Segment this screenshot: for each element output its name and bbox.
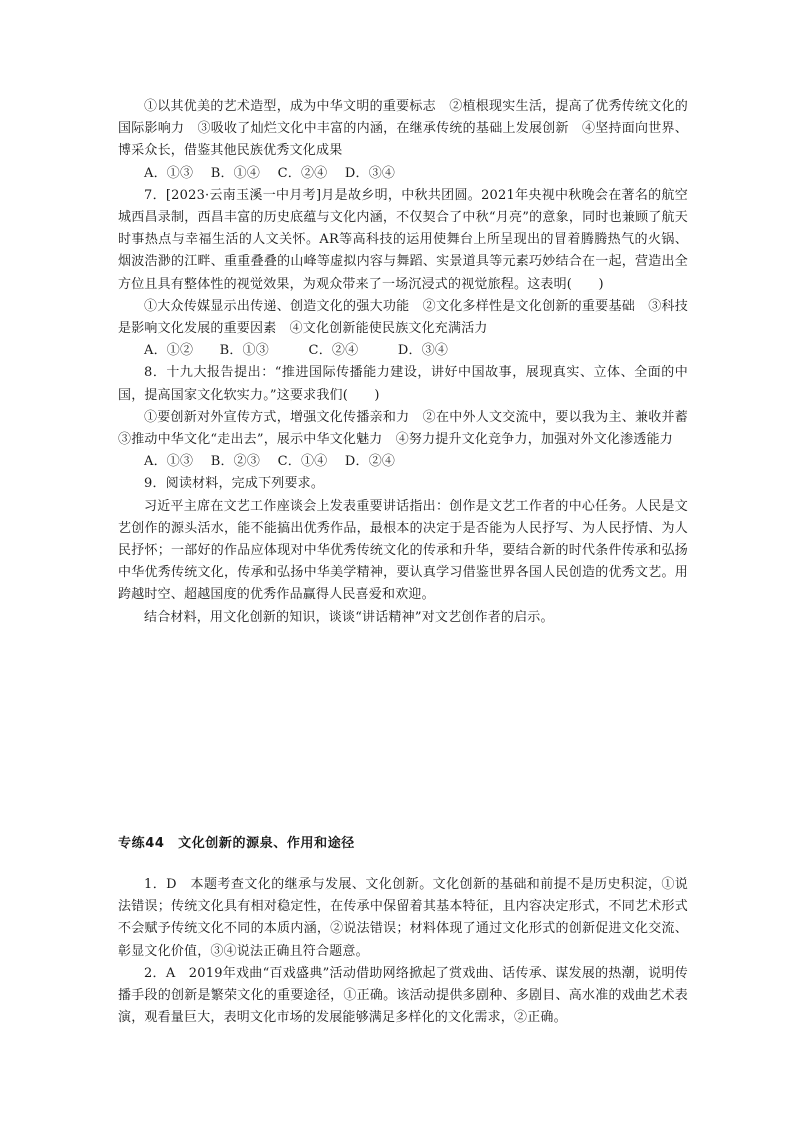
q7-statements: ①大众传媒显示出传递、创造文化的强大功能 ②文化多样性是文化创新的重要基础 ③科技是影响文化发展的重要因素 ④文化创新能使民族文化充满活力: [118, 298, 688, 337]
q6-options: A．①③ B．①④ C．②④ D．③④: [144, 165, 396, 181]
q9-question: 结合材料，用文化创新的知识，谈谈“讲话精神”对文艺创作者的启示。: [144, 609, 554, 625]
q8-stem: 8．十九大报告提出：“推进国际传播能力建设，讲好中国故事，展现真实、立体、全面的中国，提高国家文化软实力。”这要求我们( ): [118, 365, 688, 403]
answers-block: [118, 874, 688, 1029]
q7-stem: 7．[2023·云南玉溪一中月考]月是故乡明，中秋共团圆。2021年央视中秋晚会在著名的航空城西昌录制，西昌丰富的历史底蕴与文化内涵，不仅契合了中秋“月亮”的意象，同时也兼顾了航天时事热点与幸福生活的人文关怀。AR等高科技的运用使舞台上所呈现出的冒着腾腾热气的火锅、烟波浩渺的江畔、重重叠叠的山峰等虚拟内容与舞蹈、实景道具等元素巧妙结合在一起，营造出全方位且具有整体性的视觉效果，为观众带来了一场沉浸式的视觉旅程。这表明( ): [118, 187, 688, 292]
questions-block: [118, 96, 702, 629]
q8-options: A．①③ B．②③ C．①④ D．②④: [144, 454, 396, 470]
answer-item: 1．D 本题考查文化的继承与发展、文化创新。文化创新的基础和前提不是历史积淀，①说法错误；传统文化具有相对稳定性，在传承中保留着其基本特征，且内容决定形式，不同艺术形式不会赋予传统文化不同的本质内涵，②说法错误；材料体现了通过文化形式的创新促进文化交流、彰显文化价值，③④说法正确且符合题意。: [118, 877, 688, 959]
q8-statements: ①要创新对外宣传方式，增强文化传播亲和力 ②在中外人文交流中，要以我为主、兼收并蓄 ③推动中华文化“走出去”，展示中华文化魅力 ④努力提升文化竞争力，加强对外文化渗透能力: [118, 409, 702, 448]
q7-options: A．①② B．①③ C．②④ D．③④: [144, 343, 449, 359]
answer-item: 2．A 2019年戏曲“百戏盛典”活动借助网络掀起了赏戏曲、话传承、谋发展的热潮，说明传播手段的创新是繁荣文化的重要途径，①正确。该活动提供多剧种、多剧目、高水准的戏曲艺术表演，观看量巨大，表明文化市场的发展能够满足多样化的文化需求，②正确。: [118, 965, 688, 1026]
q6-statements: ①以其优美的艺术造型，成为中华文明的重要标志 ②植根现实生活，提高了优秀传统文化的国际影响力 ③吸收了灿烂文化中丰富的内涵，在继承传统的基础上发展创新 ④坚持面向世界、博采众长，借鉴其他民族优秀文化成果: [118, 99, 688, 159]
q9-stem: 9．阅读材料，完成下列要求。: [144, 476, 325, 492]
answer-section-heading: 专练44 文化创新的源泉、作用和途径: [118, 836, 355, 851]
q9-material: 习近平主席在文艺工作座谈会上发表重要讲话指出：创作是文艺工作者的中心任务。人民是文艺创作的源头活水，能不能搞出优秀作品，最根本的决定于是否能为人民抒写、为人民抒情、为人民抒怀；一部好的作品应体现对中华优秀传统文化的传承和升华，要结合新的时代条件传承和弘扬中华优秀传统文化，传承和弘扬中华美学精神，要认真学习借鉴世界各国人民创造的优秀文艺。用跨越时空、超越国度的优秀作品赢得人民喜爱和欢迎。: [118, 498, 688, 603]
